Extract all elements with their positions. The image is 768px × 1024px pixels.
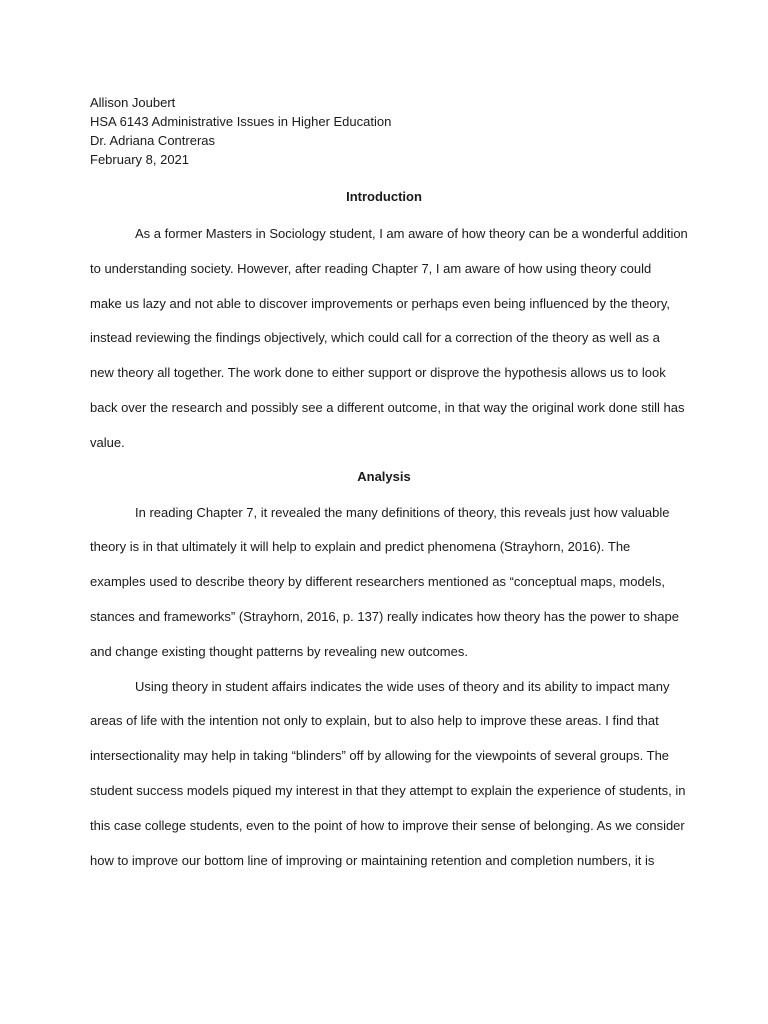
- analysis-line: areas of life with the intention not only to explain, but to also help to improve these areas. I find that: [90, 713, 659, 728]
- analysis-line: Using theory in student affairs indicates the wide uses of theory and its ability to impact many: [135, 679, 670, 694]
- analysis-line: stances and frameworks” (Strayhorn, 2016, p. 137) really indicates how theory has the power to shape: [90, 609, 679, 624]
- analysis-line: intersectionality may help in taking “blinders” off by allowing for the viewpoints of several groups. The: [90, 748, 670, 763]
- analysis-line: theory is in that ultimately it will help to explain and predict phenomena (Strayhorn, 2016). The: [90, 539, 631, 554]
- analysis-line: In reading Chapter 7, it revealed the many definitions of theory, this reveals just how valuable: [135, 505, 670, 520]
- introduction-line: instead reviewing the findings objectively, which could call for a correction of the theory as well as a: [90, 330, 660, 345]
- introduction-line: make us lazy and not able to discover improvements or perhaps even being influenced by the theory,: [90, 296, 671, 311]
- document-header: [90, 93, 391, 169]
- introduction-heading: Introduction: [346, 189, 422, 204]
- instructor-name: Dr. Adriana Contreras: [90, 133, 216, 148]
- introduction-line: back over the research and possibly see a different outcome, in that way the original work done still has: [90, 400, 685, 415]
- analysis-line: and change existing thought patterns by revealing new outcomes.: [90, 644, 468, 659]
- analysis-line: how to improve our bottom line of improving or maintaining retention and completion numbers, it is: [90, 853, 655, 868]
- analysis-line: this case college students, even to the point of how to improve their sense of belonging. As we consider: [90, 818, 685, 833]
- introduction-line: As a former Masters in Sociology student, I am aware of how theory can be a wonderful addition: [135, 226, 688, 241]
- analysis-line: student success models piqued my interest in that they attempt to explain the experience of students, in: [90, 783, 686, 798]
- analysis-heading: Analysis: [357, 469, 411, 484]
- author-name: Allison Joubert: [90, 95, 176, 110]
- introduction-line: to understanding society. However, after reading Chapter 7, I am aware of how using theory could: [90, 261, 652, 276]
- introduction-line: value.: [90, 435, 125, 450]
- analysis-line: examples used to describe theory by different researchers mentioned as “conceptual maps, models,: [90, 574, 665, 589]
- course-title: HSA 6143 Administrative Issues in Higher Education: [90, 114, 392, 129]
- document-date: February 8, 2021: [90, 152, 190, 167]
- introduction-line: new theory all together. The work done to either support or disprove the hypothesis allows us to look: [90, 365, 666, 380]
